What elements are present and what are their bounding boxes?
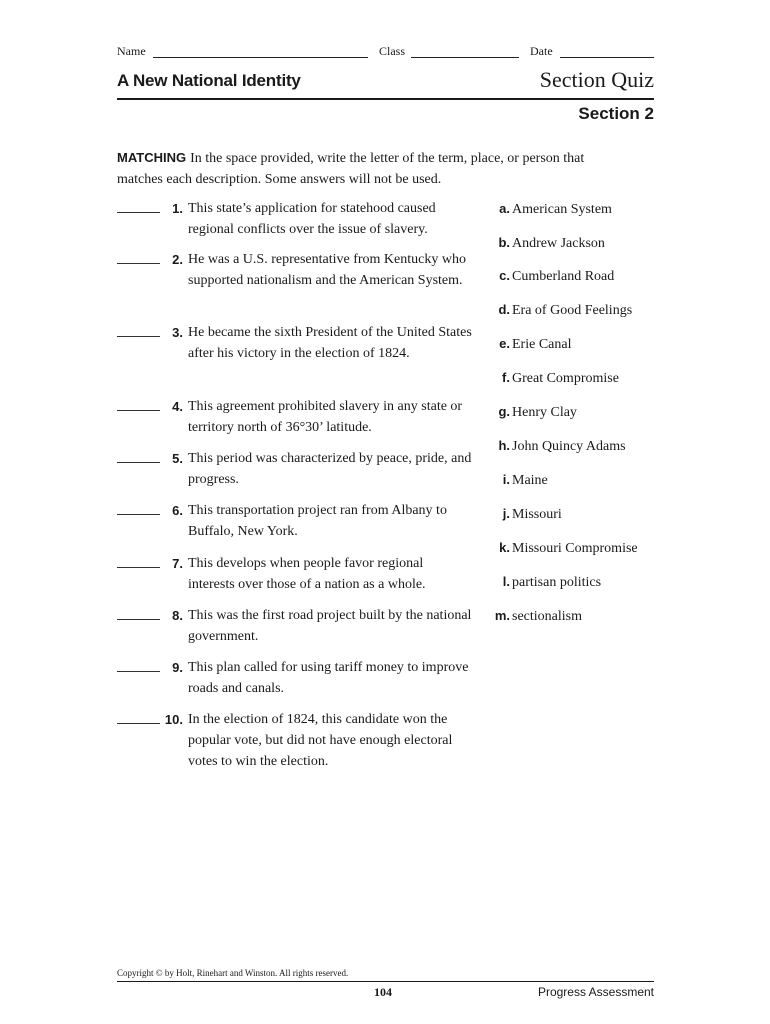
question-text: In the election of 1824, this candidate won the popular vote, but did not have enough electoral votes to win the election. (188, 712, 453, 769)
answer-letter: i. (502, 472, 510, 487)
name-line[interactable] (153, 57, 368, 58)
answer-term: John Quincy Adams (512, 439, 626, 454)
question-text: This plan called for using tariff money to improve roads and canals. (188, 660, 469, 696)
answer-term: Missouri Compromise (512, 541, 638, 556)
answer-blank[interactable] (117, 605, 160, 620)
name-label: Name (117, 44, 146, 58)
question-text: This period was characterized by peace, pride, and progress. (188, 451, 472, 487)
answer-term: Henry Clay (512, 405, 577, 420)
question-number: 3. (172, 325, 183, 340)
date-label: Date (530, 44, 553, 58)
page-number: 104 (374, 985, 392, 999)
answer-letter: k. (499, 540, 510, 555)
question-number: 8. (172, 608, 183, 623)
answer-term: partisan politics (512, 575, 602, 590)
question-text: This was the first road project built by the national government. (188, 608, 472, 644)
question-text: This transportation project ran from Albany to Buffalo, New York. (188, 503, 447, 539)
class-field[interactable] (379, 44, 405, 59)
answer-letter: f. (502, 370, 510, 385)
section-label: Section 2 (578, 104, 654, 123)
answer-option (489, 367, 669, 389)
answer-blank[interactable] (117, 553, 160, 568)
answer-blank[interactable] (117, 249, 160, 264)
answer-option (489, 299, 669, 321)
answer-blank[interactable] (117, 500, 160, 515)
answer-blank[interactable] (117, 448, 160, 463)
answer-option (489, 571, 669, 593)
copyright: Copyright © by Holt, Rinehart and Winston. All rights reserved. (117, 968, 349, 978)
answer-term: Era of Good Feelings (512, 303, 633, 318)
answer-letter: j. (502, 506, 510, 521)
class-label: Class (379, 44, 406, 58)
title-rule (117, 98, 654, 100)
footer-rule (117, 981, 654, 982)
question-text: This agreement prohibited slavery in any state or territory north of 36°30’ latitude. (188, 399, 463, 435)
answer-term: Erie Canal (512, 337, 572, 352)
answer-option (489, 265, 669, 287)
answer-term: Cumberland Road (512, 269, 615, 284)
answer-option (489, 605, 669, 627)
question-number: 7. (172, 556, 183, 571)
question-text: This state’s application for statehood caused regional conflicts over the issue of slavery. (188, 201, 436, 237)
question-number: 2. (172, 252, 183, 267)
answer-blank[interactable] (117, 657, 160, 672)
answer-letter: b. (498, 235, 510, 250)
question-number: 4. (172, 399, 183, 414)
instructions-keyword: MATCHING (117, 150, 187, 165)
question-number: 5. (172, 451, 183, 466)
answer-term: Great Compromise (512, 371, 619, 386)
header-fields (117, 44, 654, 62)
footer-label: Progress Assessment (537, 985, 654, 999)
instructions (117, 147, 597, 190)
question-number: 9. (172, 660, 183, 675)
answer-blank[interactable] (117, 709, 160, 724)
question-text: This develops when people favor regional interests over those of a nation as a whole. (188, 556, 426, 592)
date-line[interactable] (560, 57, 654, 58)
question-text: He was a U.S. representative from Kentucky who supported nationalism and the American System. (188, 252, 466, 288)
answer-blank[interactable] (117, 322, 160, 337)
answer-option (489, 333, 669, 355)
answer-letter: d. (498, 302, 510, 317)
answer-blank[interactable] (117, 396, 160, 411)
title-row (117, 67, 654, 98)
answer-letter: g. (498, 404, 510, 419)
answer-term: Maine (512, 473, 548, 488)
answer-option (489, 435, 669, 457)
answer-term: sectionalism (512, 609, 582, 624)
answer-blank[interactable] (117, 198, 160, 213)
question-number: 6. (172, 503, 183, 518)
instructions-text: In the space provided, write the letter of the term, place, or person that matches each description. Some answers will not be used. (117, 151, 585, 187)
class-line[interactable] (411, 57, 519, 58)
answer-option (489, 537, 669, 559)
answer-option (489, 503, 669, 525)
question-text: He became the sixth President of the United States after his victory in the election of 1824. (188, 325, 472, 361)
answer-option (489, 469, 669, 491)
answer-term: Andrew Jackson (512, 236, 605, 251)
answer-letter: e. (499, 336, 510, 351)
answer-option (489, 198, 669, 220)
answer-letter: m. (494, 608, 510, 623)
answer-letter: c. (499, 268, 510, 283)
date-field[interactable] (530, 44, 553, 59)
page-title: A New National Identity (117, 71, 301, 90)
answer-term: Missouri (512, 507, 562, 522)
answer-letter: l. (502, 574, 510, 589)
answer-option (489, 232, 669, 254)
answer-term: American System (512, 202, 612, 217)
answer-letter: h. (498, 438, 510, 453)
quiz-label: Section Quiz (539, 67, 654, 92)
answer-letter: a. (499, 201, 510, 216)
question-number: 10. (164, 712, 183, 727)
answer-option (489, 401, 669, 423)
name-field[interactable] (117, 44, 146, 59)
question-number: 1. (172, 201, 183, 216)
